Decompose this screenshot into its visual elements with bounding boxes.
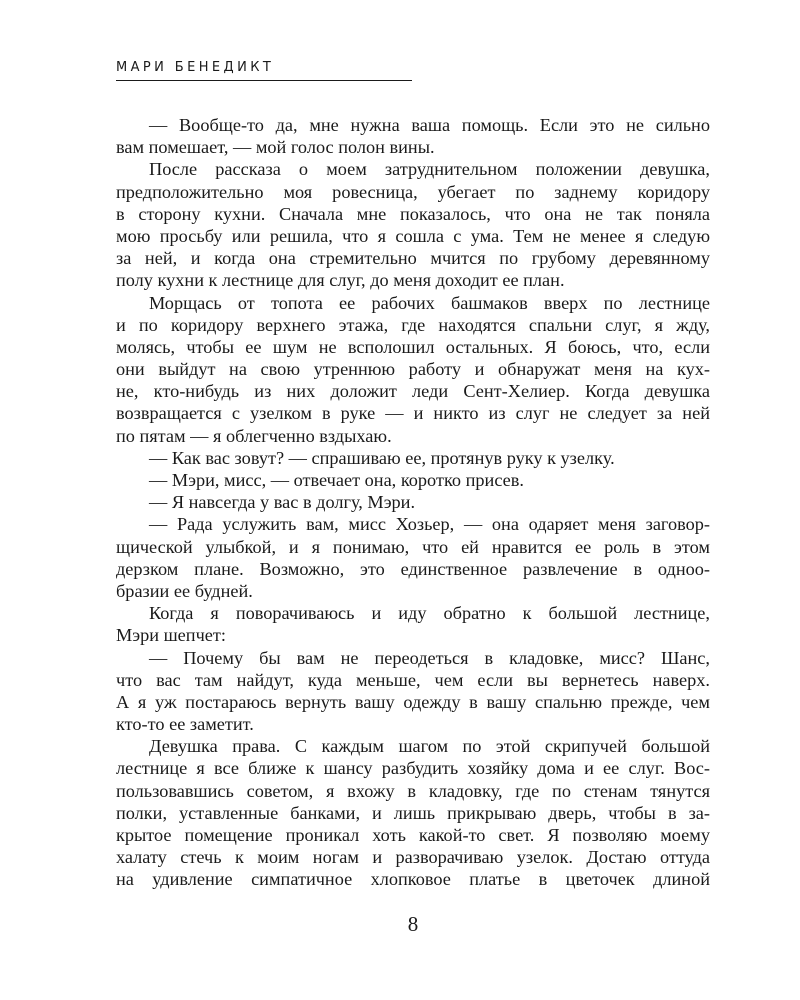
text-line: Когда я поворачиваюсь и иду обратно к большой лестнице, bbox=[149, 603, 710, 624]
text-line: лестнице я все ближе к шансу разбудить хозяйку дома и ее слуг. Вос- bbox=[116, 758, 710, 779]
text-line: по пятам — я облегченно вздыхаю. bbox=[116, 425, 392, 446]
text-line: полу кухни к лестнице для слуг, до меня доходит ее план. bbox=[116, 270, 565, 291]
text-line: — Вообще-то да, мне нужна ваша помощь. Если это не сильно bbox=[149, 115, 710, 135]
text-line: за ней, и когда она стремительно мчится по грубому деревянному bbox=[116, 248, 710, 269]
text-line: — Рада услужить вам, мисс Хозьер, — она одаряет меня заговор- bbox=[149, 514, 710, 535]
text-line: возвращается с узелком в руке — и никто из слуг не следует за ней bbox=[116, 403, 710, 424]
text-line: — Я навсегда у вас в долгу, Мэри. bbox=[149, 492, 416, 513]
body-text bbox=[116, 114, 710, 891]
text-line: и по коридору верхнего этажа, где находятся спальни слуг, я жду, bbox=[116, 314, 710, 335]
text-line: предположительно моя ровесница, убегает по заднему коридору bbox=[116, 181, 710, 202]
text-line: дерзком плане. Возможно, это единственное развлечение в одноо- bbox=[116, 558, 710, 579]
running-head-author: МАРИ БЕНЕДИКТ bbox=[116, 60, 275, 75]
text-line: крытое помещение проникал хоть какой-то свет. Я позволяю моему bbox=[116, 825, 710, 845]
text-line: что вас там найдут, куда меньше, чем если вы вернетесь наверх. bbox=[116, 669, 710, 690]
text-line: бразии ее будней. bbox=[116, 580, 253, 601]
text-line: халату стечь к моим ногам и разворачиваю узелок. Достаю оттуда bbox=[116, 847, 710, 868]
text-line: пользовавшись советом, я вхожу в кладовку, где по стенам тянутся bbox=[116, 780, 710, 801]
text-line: Девушка права. С каждым шагом по этой скрипучей большой bbox=[149, 736, 710, 757]
text-line: не, кто-нибудь из них доложит леди Сент-Хелиер. Когда девушка bbox=[116, 381, 710, 402]
text-line: мою просьбу или решила, что я сошла с ума. Тем не менее я следую bbox=[116, 225, 710, 246]
text-line: в сторону кухни. Сначала мне показалось, что она не так поняла bbox=[116, 203, 710, 224]
text-line: молясь, чтобы ее шум не всполошил остальных. Я боюсь, что, если bbox=[116, 336, 710, 357]
text-line: Морщась от топота ее рабочих башмаков вверх по лестнице bbox=[149, 292, 710, 313]
text-line: они выйдут на свою утреннюю работу и обнаружат меня на кух- bbox=[116, 359, 710, 380]
page-number: 8 bbox=[407, 912, 419, 936]
text-line: Мэри шепчет: bbox=[116, 625, 226, 646]
text-line: на удивление симпатичное хлопковое платье в цветочек длиной bbox=[116, 869, 710, 890]
text-line: А я уж постараюсь вернуть вашу одежду в вашу спальню прежде, чем bbox=[116, 691, 710, 712]
text-line: полки, уставленные банками, и лишь прикрываю дверь, чтобы в за- bbox=[116, 802, 710, 823]
text-line: — Почему бы вам не переодеться в кладовке, мисс? Шанс, bbox=[149, 647, 710, 668]
text-line: — Мэри, мисс, — отвечает она, коротко присев. bbox=[149, 470, 524, 490]
text-line: щической улыбкой, и я понимаю, что ей нравится ее роль в этом bbox=[116, 536, 710, 557]
text-line: вам помешает, — мой голос полон вины. bbox=[116, 137, 435, 158]
text-line: После рассказа о моем затруднительном положении девушка, bbox=[149, 159, 710, 180]
text-line: кто-то ее заметит. bbox=[116, 714, 254, 735]
header-rule bbox=[116, 80, 412, 81]
text-line: — Как вас зовут? — спрашиваю ее, протянув руку к узелку. bbox=[149, 447, 615, 468]
